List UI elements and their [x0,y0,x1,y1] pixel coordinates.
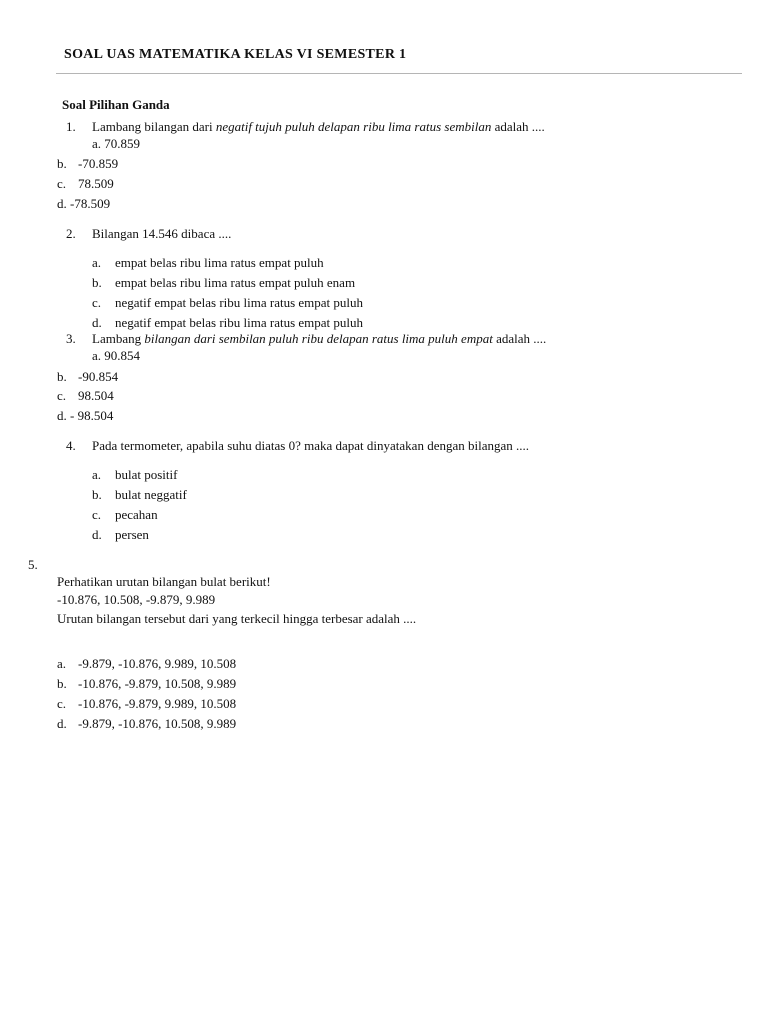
q2-option-d-marker: d. [92,315,102,330]
q2-option-c: negatif empat belas ribu lima ratus empat puluh [115,295,364,310]
q5-option-b: -10.876, -9.879, 10.508, 9.989 [78,676,237,691]
q1-option-a: a. 70.859 [92,136,141,151]
q5-option-d-marker: d. [57,716,67,731]
q1-text: Lambang bilangan dari negatif tujuh puluh delapan ribu lima ratus sembilan adalah .... [92,119,545,134]
q1-option-b-marker: b. [57,156,67,171]
q5-option-c: -10.876, -9.879, 9.989, 10.508 [78,696,237,711]
q5-line-3: Urutan bilangan tersebut dari yang terkecil hingga terbesar adalah .... [57,611,417,626]
q4-text: Pada termometer, apabila suhu diatas 0? maka dapat dinyatakan dengan bilangan .... [92,438,529,453]
q2-option-a-marker: a. [92,255,102,270]
q1-option-d: d. -78.509 [57,196,111,211]
section-heading: Soal Pilihan Ganda [62,97,170,112]
q4-option-a-marker: a. [92,467,102,482]
q3-option-b-marker: b. [57,369,67,384]
q2-option-b: empat belas ribu lima ratus empat puluh enam [115,275,356,290]
q4-option-b-marker: b. [92,487,102,502]
q3-option-b: -90.854 [78,369,119,384]
q5-line-1: Perhatikan urutan bilangan bulat berikut! [57,574,271,589]
q3-option-c-marker: c. [57,388,67,403]
q2-option-a: empat belas ribu lima ratus empat puluh [115,255,324,270]
q3-number: 3. [66,331,76,346]
q5-option-a: -9.879, -10.876, 9.989, 10.508 [78,656,237,671]
q4-option-b: bulat neggatif [115,487,187,502]
q4-number: 4. [66,438,76,453]
document-title: SOAL UAS MATEMATIKA KELAS VI SEMESTER 1 [64,47,407,62]
q1-option-c-marker: c. [57,176,67,191]
q5-option-c-marker: c. [57,696,67,711]
q1-option-b: -70.859 [78,156,119,171]
q4-option-c: pecahan [115,507,158,522]
q2-number: 2. [66,226,76,241]
q3-option-a: a. 90.854 [92,348,141,363]
q2-text: Bilangan 14.546 dibaca .... [92,226,232,241]
q5-line-2: -10.876, 10.508, -9.879, 9.989 [57,592,216,607]
q2-option-c-marker: c. [92,295,102,310]
q2-option-b-marker: b. [92,275,102,290]
q4-option-d-marker: d. [92,527,102,542]
q5-number: 5. [28,557,38,572]
header-divider [56,73,742,74]
q3-option-d: d. - 98.504 [57,408,114,423]
q1-number: 1. [66,119,76,134]
q5-option-d: -9.879, -10.876, 10.508, 9.989 [78,716,237,731]
q4-option-d: persen [115,527,149,542]
q4-option-a: bulat positif [115,467,178,482]
q4-option-c-marker: c. [92,507,102,522]
q3-text: Lambang bilangan dari sembilan puluh ribu delapan ratus lima puluh empat adalah .... [92,331,547,346]
q5-option-a-marker: a. [57,656,67,671]
q1-option-c: 78.509 [78,176,114,191]
q3-option-c: 98.504 [78,388,114,403]
q5-option-b-marker: b. [57,676,67,691]
q2-option-d: negatif empat belas ribu lima ratus empat puluh [115,315,364,330]
